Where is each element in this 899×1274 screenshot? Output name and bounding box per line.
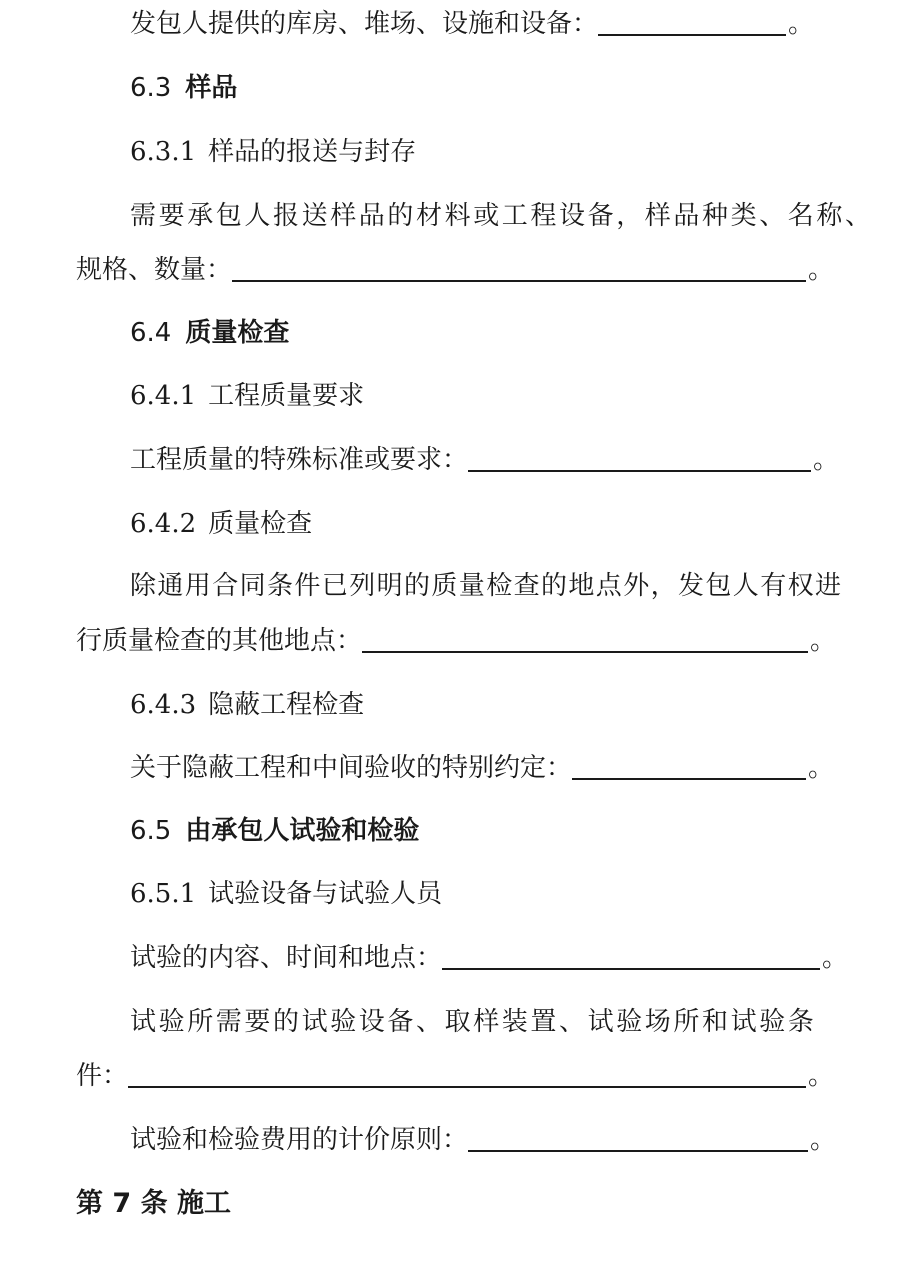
period: 。 — [808, 1061, 835, 1091]
heading-6-5 — [0, 813, 899, 849]
chapter-title: 第 7 条 施工 — [76, 1188, 231, 1219]
text-test-1: 试验的内容、时间和地点： — [130, 943, 443, 973]
text-hidden: 关于隐蔽工程和中间验收的特别约定： — [130, 753, 573, 783]
heading-6-4 — [0, 315, 899, 351]
blank-hidden[interactable] — [572, 752, 806, 780]
heading-6-4-3 — [0, 687, 899, 723]
blank-warehouse[interactable] — [598, 8, 786, 36]
text-test-2b: 件： — [76, 1061, 129, 1091]
period: 。 — [813, 445, 840, 475]
text-check-1: 除通用合同条件已列明的质量检查的地点外，发包人有权进 — [130, 571, 843, 601]
line-warehouse — [0, 6, 899, 42]
line-test-2b — [0, 1058, 899, 1094]
heading-title: 质量检查 — [185, 318, 290, 348]
heading-number: 6.3.1 — [130, 137, 197, 167]
line-quality — [0, 442, 899, 478]
line-sample-2 — [0, 252, 899, 288]
blank-check[interactable] — [362, 625, 808, 653]
line-check-2 — [0, 623, 899, 659]
heading-6-4-1 — [0, 378, 899, 414]
blank-test-content[interactable] — [442, 942, 820, 970]
heading-number: 6.5.1 — [130, 879, 197, 909]
heading-title: 质量检查 — [208, 509, 313, 539]
period: 。 — [810, 626, 837, 656]
text-test-2a: 试验所需要的试验设备、取样装置、试验场所和试验条 — [130, 1007, 817, 1037]
text-warehouse: 发包人提供的库房、堆场、设施和设备： — [130, 9, 599, 39]
blank-sample[interactable] — [232, 254, 806, 282]
line-test-1 — [0, 940, 899, 976]
line-hidden — [0, 750, 899, 786]
line-check-1 — [0, 568, 899, 604]
heading-6-5-1 — [0, 876, 899, 912]
heading-title: 工程质量要求 — [208, 381, 365, 411]
heading-number: 6.4.1 — [130, 381, 197, 411]
heading-title: 隐蔽工程检查 — [208, 690, 365, 720]
text-sample-1: 需要承包人报送样品的材料或工程设备，样品种类、名称、 — [130, 201, 874, 231]
text-quality: 工程质量的特殊标准或要求： — [130, 445, 469, 475]
heading-title: 样品的报送与封存 — [208, 137, 417, 167]
blank-quality[interactable] — [468, 444, 811, 472]
line-sample-1 — [0, 198, 899, 234]
text-sample-2: 规格、数量： — [76, 255, 233, 285]
heading-title: 样品 — [185, 73, 238, 103]
period: 。 — [822, 943, 849, 973]
heading-number: 6.4 — [130, 318, 172, 348]
heading-number: 6.3 — [130, 73, 172, 103]
blank-test-fee[interactable] — [468, 1124, 808, 1152]
text-check-2: 行质量检查的其他地点： — [76, 626, 363, 656]
heading-title: 试验设备与试验人员 — [208, 879, 443, 909]
heading-number: 6.4.3 — [130, 690, 197, 720]
heading-6-3-1 — [0, 134, 899, 170]
blank-test-equipment[interactable] — [128, 1060, 806, 1088]
chapter-heading — [0, 1186, 899, 1222]
heading-number: 6.4.2 — [130, 509, 197, 539]
heading-6-4-2 — [0, 506, 899, 542]
heading-6-3 — [0, 70, 899, 106]
heading-title: 由承包人试验和检验 — [185, 816, 420, 846]
period: 。 — [808, 255, 835, 285]
line-test-3 — [0, 1122, 899, 1158]
text-test-3: 试验和检验费用的计价原则： — [130, 1125, 469, 1155]
period: 。 — [788, 9, 815, 39]
heading-number: 6.5 — [130, 816, 172, 846]
line-test-2a — [0, 1004, 899, 1040]
period: 。 — [808, 753, 835, 783]
period: 。 — [810, 1125, 837, 1155]
